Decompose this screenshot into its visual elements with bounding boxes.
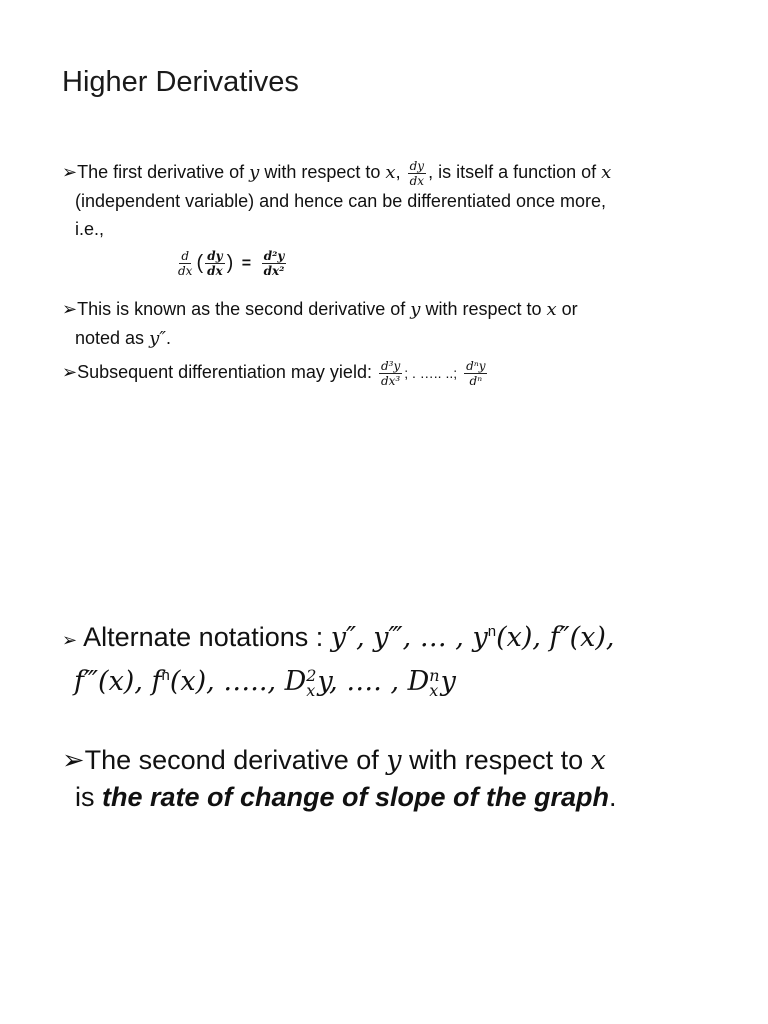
bullet-rate-of-change: ➢The second derivative of y with respect to x is the rate of change of slope of the graph. (62, 745, 617, 812)
bullet-alternate-notations: ➢ Alternate notations : y″, y‴, … , $y^n(x)$, f″(x), f‴(x), $f^n(x)$, ….., D 2 x y, …. , D n x y (62, 622, 615, 700)
second-derivative-formula: $\frac{d}{dx}$ ( $\frac{dy}{dx}$ ) = $\frac{\text{d²y}}{\text{dx²}}$ (178, 249, 285, 278)
emphasized-phrase: the rate of change of slope of the graph (102, 782, 610, 812)
bullet-arrow-icon: ➢ (62, 162, 78, 182)
bullet-arrow-icon: ➢ (62, 630, 78, 650)
bullet-arrow-icon: ➢ (62, 362, 78, 382)
fraction-dy-dx: $\frac{dy}{dx}$ (409, 158, 425, 188)
bullet-arrow-icon: ➢ (62, 745, 85, 775)
bullet-second-derivative: ➢This is known as the second derivative of y with respect to x or noted as y″. (62, 299, 578, 349)
bullet-first-derivative: ➢The first derivative of y with respect to x, $\frac{dy}{dx}$ , is itself a function of x (independent variable) and hence can be differentiated once more, i.e., (62, 158, 612, 239)
bullet-arrow-icon: ➢ (62, 299, 78, 319)
page-title: Higher Derivatives (62, 66, 299, 98)
bullet-subsequent-differentiation: ➢Subsequent differentiation may yield: $\frac{\text{d³y}}{\text{dx³}}$ ; . ….. ..; $\frac{\text{dⁿy}}{\text{dⁿ}}$ (62, 358, 486, 388)
